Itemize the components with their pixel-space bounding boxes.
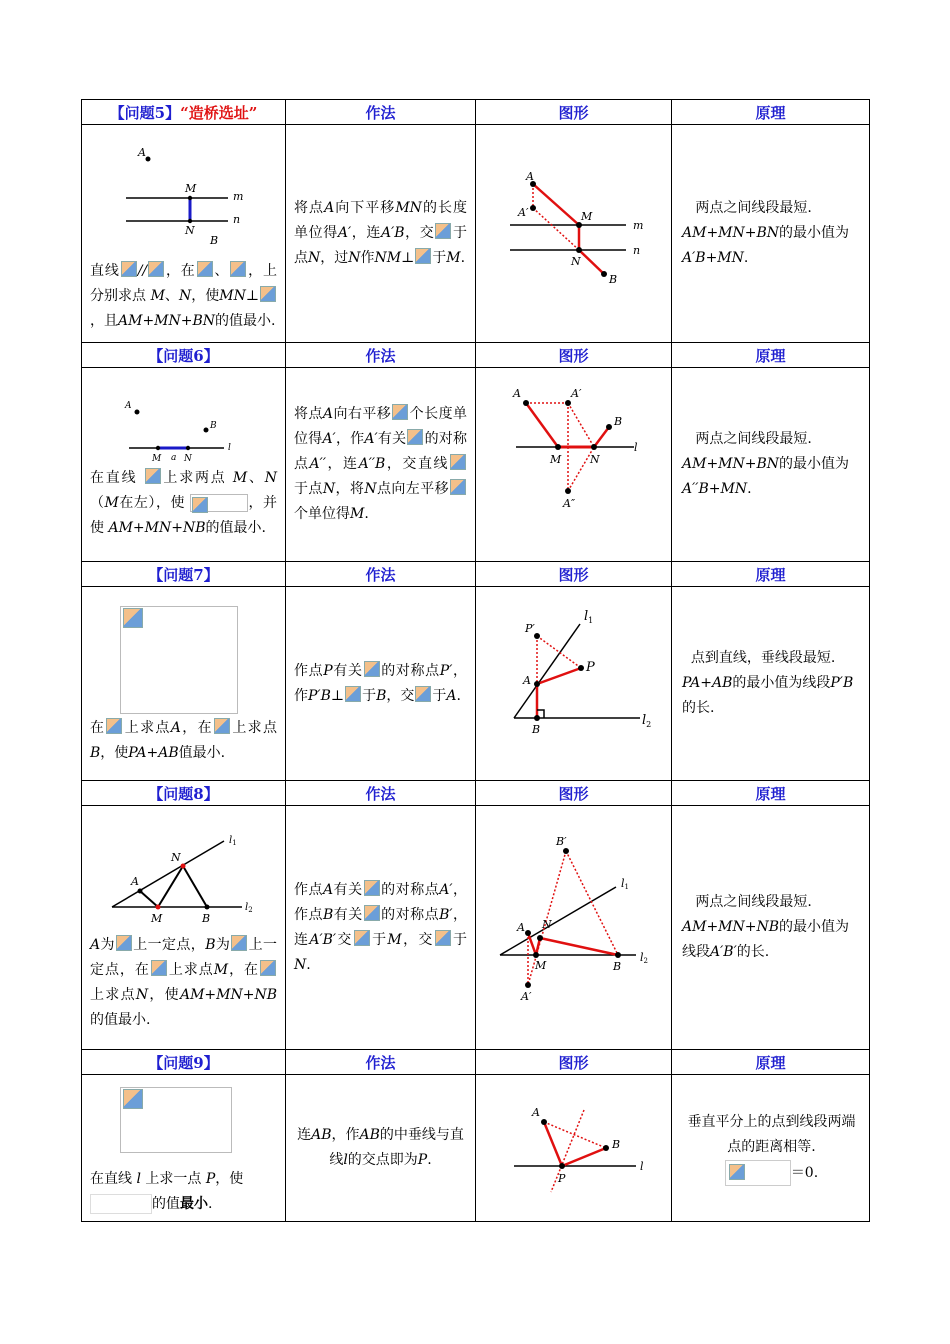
formula-placeholder xyxy=(725,1160,791,1186)
header-problem-6: 【问题6】 xyxy=(82,343,286,368)
header-row-8 xyxy=(82,781,870,806)
problem-figure-9 xyxy=(82,1075,285,1159)
svg-text:A: A xyxy=(125,401,132,411)
header-figure: 图形 xyxy=(476,100,672,125)
header-principle: 原理 xyxy=(672,562,870,587)
image-placeholder-icon xyxy=(230,261,246,277)
problem-table xyxy=(81,99,870,1222)
svg-text:A: A xyxy=(131,874,139,888)
image-placeholder-icon xyxy=(123,1089,143,1109)
image-placeholder-icon xyxy=(231,935,247,951)
image-placeholder-icon xyxy=(392,404,408,420)
svg-text:B: B xyxy=(614,414,623,428)
document xyxy=(81,99,869,1222)
problem-text-8: A为 上一定点，B为 上一定点，在 上求点M，在上求点N，使AM+MN+NB的值最小. xyxy=(90,936,278,1028)
image-placeholder-icon xyxy=(197,261,213,277)
image-placeholder-icon xyxy=(123,608,143,628)
svg-text:P: P xyxy=(558,1171,566,1185)
svg-text:N: N xyxy=(542,917,552,931)
construction-figure-5 xyxy=(476,126,672,342)
image-placeholder-icon xyxy=(415,686,431,702)
header-row-7 xyxy=(82,562,870,587)
image-placeholder-icon xyxy=(214,718,230,734)
svg-text:A: A xyxy=(517,920,525,934)
figure-cell-7 xyxy=(476,587,672,781)
image-placeholder-icon xyxy=(364,905,380,921)
problem-text-5: $^B$ 直线 // ，在 、 ，上分别求点 M、N，使MN⊥，且AM+MN+BN的值最小. xyxy=(90,233,278,329)
header-method: 作法 xyxy=(286,1050,476,1075)
svg-text:B: B xyxy=(532,722,541,736)
image-placeholder-icon xyxy=(435,930,451,946)
image-placeholder-icon xyxy=(106,718,122,734)
svg-text:A: A xyxy=(513,386,521,400)
svg-text:A: A xyxy=(532,1105,540,1119)
header-figure: 图形 xyxy=(476,781,672,806)
image-placeholder-icon xyxy=(435,223,451,239)
construction-figure-8 xyxy=(476,807,672,1049)
header-problem-9: 【问题9】 xyxy=(82,1050,286,1075)
construction-figure-6 xyxy=(476,369,672,561)
svg-text:A: A xyxy=(526,169,534,183)
image-placeholder-icon xyxy=(148,261,164,277)
header-row-5 xyxy=(82,100,870,125)
problem-figure-7 xyxy=(82,598,285,716)
svg-text:n: n xyxy=(233,212,241,226)
svg-text:l: l xyxy=(228,443,231,453)
image-placeholder-icon xyxy=(729,1164,745,1180)
header-principle: 原理 xyxy=(672,100,870,125)
svg-text:M: M xyxy=(152,454,162,464)
svg-text:N: N xyxy=(185,223,195,234)
problem-cell-9 xyxy=(82,1075,286,1222)
svg-text:M: M xyxy=(550,452,562,466)
problem-number: 【问题5】 xyxy=(109,103,181,122)
problem-figure-6 xyxy=(82,384,284,466)
svg-text:A′: A′ xyxy=(521,989,532,1003)
header-figure: 图形 xyxy=(476,1050,672,1075)
svg-text:M: M xyxy=(535,958,547,972)
problem-text-9: 在直线 l 上求一点 P，使 的值最小. xyxy=(90,1171,244,1212)
problem-cell-5 xyxy=(82,125,286,343)
svg-text:B: B xyxy=(613,959,622,973)
svg-text:N: N xyxy=(184,454,192,464)
method-cell-7: 作点P有关 的对称点P′，作P′B⊥ 于B，交 于A. xyxy=(286,587,476,781)
svg-text:N: N xyxy=(171,850,181,864)
header-row-9 xyxy=(82,1050,870,1075)
figure-cell-9 xyxy=(476,1075,672,1222)
svg-text:A: A xyxy=(523,673,531,687)
problem-text-7: 在 上求点A，在 上求点B，使PA+AB值最小. xyxy=(90,719,278,761)
image-placeholder-icon xyxy=(121,261,137,277)
svg-text:l2: $l_2$ xyxy=(245,901,253,914)
content-row-7 xyxy=(82,587,870,781)
formula-placeholder xyxy=(90,1194,152,1214)
principle-cell-5: 两点之间线段最短. AM+MN+BN的最小值为 A′B+MN. xyxy=(672,125,870,343)
image-placeholder-icon xyxy=(145,468,161,484)
svg-text:m: m xyxy=(233,189,244,203)
image-placeholder-icon xyxy=(260,960,276,976)
svg-text:A: A xyxy=(138,145,146,159)
svg-text:B: B xyxy=(202,911,211,925)
image-placeholder-icon xyxy=(364,880,380,896)
problem-text-6: 在直线 上求两点 M、N（M在左），使 ，并使 AM+MN+NB的值最小. xyxy=(90,470,278,536)
figure-cell-6 xyxy=(476,368,672,562)
svg-text:A′: A′ xyxy=(518,205,529,219)
svg-text:A′: A′ xyxy=(571,386,582,400)
svg-text:B: B xyxy=(612,1137,621,1151)
header-problem-7: 【问题7】 xyxy=(82,562,286,587)
svg-text:B: B xyxy=(609,272,618,286)
svg-text:P′: P′ xyxy=(525,621,535,635)
content-row-9 xyxy=(82,1075,870,1222)
svg-text:M: M xyxy=(581,209,593,223)
figure-cell-8 xyxy=(476,806,672,1050)
image-placeholder-icon xyxy=(260,286,276,302)
figure-cell-5 xyxy=(476,125,672,343)
header-figure: 图形 xyxy=(476,343,672,368)
svg-text:l1: $l_1$ xyxy=(584,608,594,625)
image-placeholder-icon xyxy=(415,248,431,264)
header-principle: 原理 xyxy=(672,1050,870,1075)
method-cell-9: 连AB，作AB的中垂线与直线l的交点即为P. xyxy=(286,1075,476,1222)
image-placeholder-icon xyxy=(192,497,208,513)
header-principle: 原理 xyxy=(672,343,870,368)
problem-cell-8 xyxy=(82,806,286,1050)
formula-placeholder xyxy=(190,494,248,512)
content-row-6 xyxy=(82,368,870,562)
header-problem-8: 【问题8】 xyxy=(82,781,286,806)
svg-text:l: l xyxy=(634,440,638,454)
image-placeholder-icon xyxy=(151,960,167,976)
content-row-8 xyxy=(82,806,870,1050)
image-placeholder-icon xyxy=(354,930,370,946)
header-method: 作法 xyxy=(286,343,476,368)
svg-text:l2: $l_2$ xyxy=(642,712,652,729)
svg-text:M: M xyxy=(151,911,163,925)
svg-text:N: N xyxy=(590,452,600,466)
svg-text:B: B xyxy=(210,421,217,431)
method-cell-6: 将点A向右平移 个长度单位得A′，作A′有关 的对称点A′′，连A′′B，交直线于点N，将N点向左平移个单位得M. xyxy=(286,368,476,562)
header-figure: 图形 xyxy=(476,562,672,587)
svg-text:l1: l1 xyxy=(621,876,629,891)
svg-text:n: n xyxy=(633,243,641,257)
svg-text:a: a xyxy=(171,453,177,463)
image-placeholder-icon xyxy=(345,686,361,702)
image-placeholder-icon xyxy=(116,935,132,951)
svg-text:l2: l2 xyxy=(640,950,648,965)
principle-cell-9: 垂直平分上的点到线段两端点的距离相等. ＝0. xyxy=(672,1075,870,1222)
header-method: 作法 xyxy=(286,562,476,587)
svg-text:B′: B′ xyxy=(556,834,567,848)
svg-text:M: M xyxy=(185,181,197,195)
problem-figure-5 xyxy=(82,130,284,234)
content-row-5 xyxy=(82,125,870,343)
svg-text:P: P xyxy=(586,659,595,675)
image-placeholder-icon xyxy=(450,454,466,470)
image-placeholder-icon xyxy=(407,429,423,445)
problem-cell-7 xyxy=(82,587,286,781)
svg-text:l: l xyxy=(640,1159,644,1173)
header-method: 作法 xyxy=(286,100,476,125)
principle-cell-7: 点到直线，垂线段最短. PA+AB的最小值为线段P′B的长. xyxy=(672,587,870,781)
svg-text:m: m xyxy=(633,218,644,232)
principle-cell-6: 两点之间线段最短. AM+MN+BN的最小值为 A′′B+MN. xyxy=(672,368,870,562)
principle-cell-8: 两点之间线段最短. AM+MN+NB的最小值为线段A′B′的长. xyxy=(672,806,870,1050)
header-problem-5 xyxy=(82,100,286,125)
method-cell-5: 将点A向下平移MN的长度单位得A′，连A′B，交 于点N，过N作NM⊥ 于M. xyxy=(286,125,476,343)
image-placeholder-icon xyxy=(364,661,380,677)
method-cell-8: 作点A有关 的对称点A′，作点B有关 的对称点B′，连A′B′交 于M，交 于N. xyxy=(286,806,476,1050)
svg-text:N: N xyxy=(571,254,581,268)
header-principle: 原理 xyxy=(672,781,870,806)
header-row-6 xyxy=(82,343,870,368)
header-method: 作法 xyxy=(286,781,476,806)
svg-text:l1: $l_1$ xyxy=(229,834,237,847)
construction-figure-7 xyxy=(476,588,672,780)
problem-cell-6 xyxy=(82,368,286,562)
problem-figure-8 xyxy=(82,819,284,929)
svg-text:A″: A″ xyxy=(563,496,576,510)
construction-figure-9 xyxy=(476,1080,672,1217)
image-placeholder-icon xyxy=(450,479,466,495)
problem-title: “造桥选址” xyxy=(180,103,258,122)
